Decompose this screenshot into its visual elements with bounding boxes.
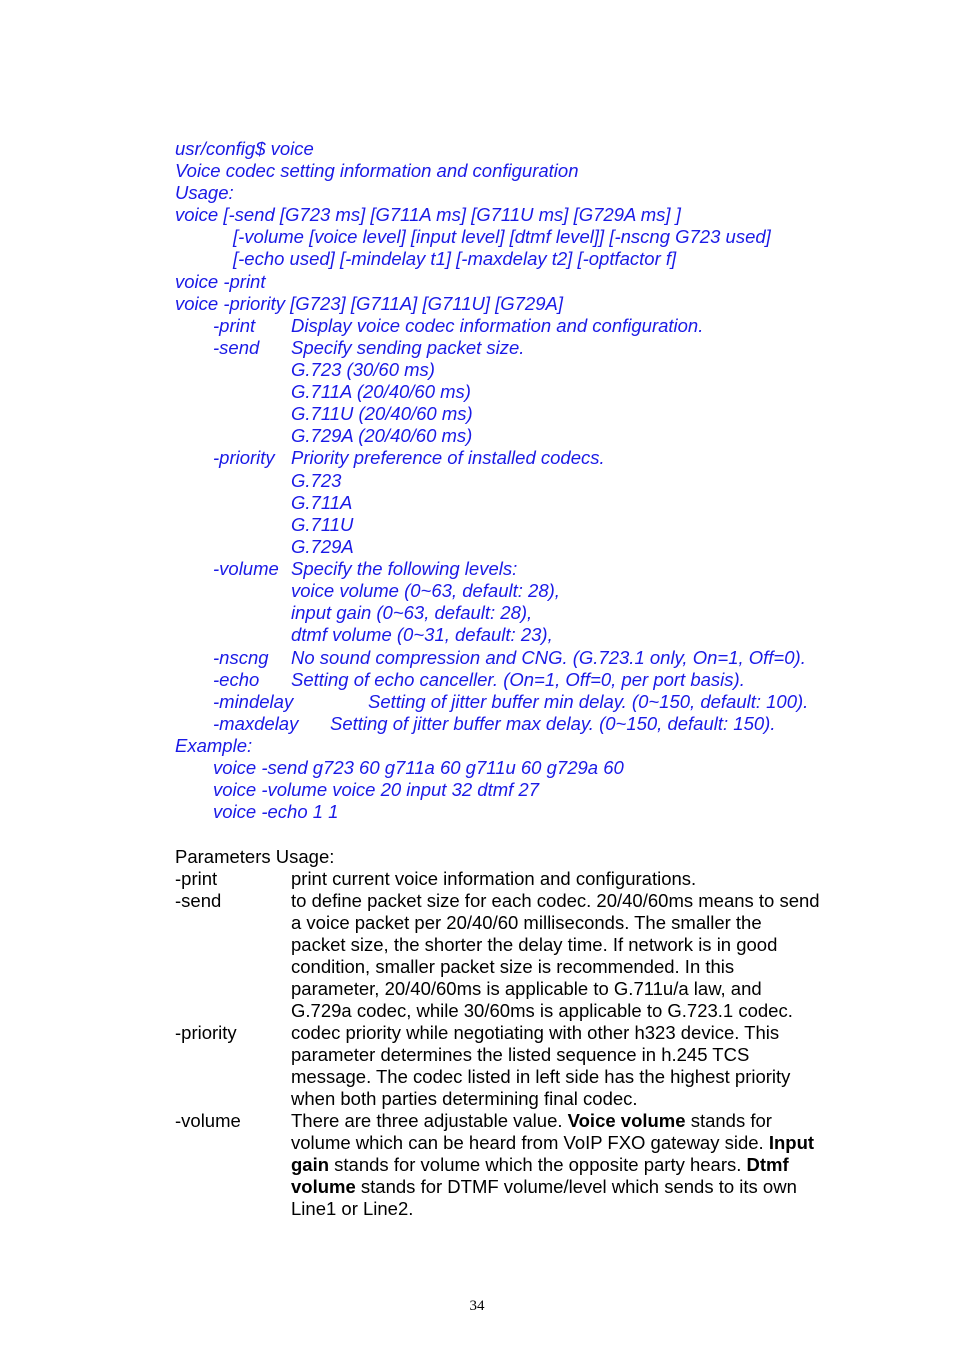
text-span: condition, smaller packet size is recommended. In this (291, 956, 735, 977)
cli-option-desc: No sound compression and CNG. (G.723.1 only, On=1, Off=0). (291, 647, 806, 668)
text-span: stands for (685, 1110, 772, 1131)
example-line: voice -volume voice 20 input 32 dtmf 27 (213, 779, 539, 800)
param-desc-line (291, 1022, 779, 1044)
bold-term: volume (291, 1176, 356, 1197)
text-span: codec priority while negotiating with other h323 device. This (291, 1022, 780, 1043)
text-span: stands for volume which the opposite party hears. (329, 1154, 747, 1175)
text-span: message. The codec listed in left side has the highest priority (291, 1066, 791, 1087)
example-line: voice -send g723 60 g711a 60 g711u 60 g729a 60 (213, 757, 624, 778)
text-span: parameter determines the listed sequence in h.245 TCS (291, 1044, 750, 1065)
bold-term: Input (768, 1132, 815, 1153)
param-name: -priority (175, 1022, 237, 1043)
cli-option-name: -volume (213, 558, 279, 579)
cli-line: usr/config$ voice (175, 138, 314, 159)
param-desc-line (291, 978, 762, 1000)
example-label: Example: (175, 735, 253, 756)
text-span: packet size, the shorter the delay time. If network is in good (291, 934, 778, 955)
cli-option-desc: G.711A (291, 492, 353, 513)
param-desc-line (291, 1066, 790, 1088)
cli-option-desc: Specify sending packet size. (291, 337, 525, 358)
text-span: stands for DTMF volume/level which sends to its own (355, 1176, 797, 1197)
cli-option-name: -priority (213, 447, 275, 468)
cli-option-desc: Setting of echo canceller. (On=1, Off=0, per port basis). (291, 669, 745, 690)
cli-option-name: -mindelay (213, 691, 294, 712)
param-desc-line (291, 1088, 638, 1110)
text-span: Line1 or Line2. (291, 1198, 414, 1219)
cli-option-desc: G.723 (30/60 ms) (291, 359, 435, 380)
bold-term: gain (291, 1154, 330, 1175)
bold-term: Dtmf (746, 1154, 789, 1175)
cli-option-desc: input gain (0~63, default: 28), (291, 602, 533, 623)
cli-option-desc: Specify the following levels: (291, 558, 518, 579)
cli-option-desc: Display voice codec information and configuration. (291, 315, 704, 336)
param-desc-line (291, 868, 696, 890)
text-span: print current voice information and configurations. (291, 868, 697, 889)
cli-option-desc: G.711U (20/40/60 ms) (291, 403, 473, 424)
cli-line: voice -priority [G723] [G711A] [G711U] [G729A] (175, 293, 563, 314)
cli-line: Voice codec setting information and configuration (175, 160, 579, 181)
cli-option-desc: Setting of jitter buffer max delay. (0~150, default: 150). (330, 713, 776, 734)
param-desc-line (291, 1132, 814, 1154)
bold-term: Voice volume (567, 1110, 686, 1131)
param-desc-line (291, 956, 734, 978)
text-span: G.729a codec, while 30/60ms is applicable to G.723.1 codec. (291, 1000, 793, 1021)
cli-line: Usage: (175, 182, 234, 203)
cli-line: voice -print (175, 271, 266, 292)
param-desc-line (291, 1176, 797, 1198)
param-name: -send (175, 890, 222, 911)
text-span: parameter, 20/40/60ms is applicable to G.711u/a law, and (291, 978, 762, 999)
param-desc-line (291, 1110, 772, 1132)
cli-option-desc: G.729A (20/40/60 ms) (291, 425, 473, 446)
param-desc-line (291, 1044, 749, 1066)
cli-option-desc: G.711U (291, 514, 354, 535)
cli-option-name: -nscng (213, 647, 269, 668)
param-desc-line (291, 912, 762, 934)
param-desc-line (291, 934, 777, 956)
cli-line: [-volume [voice level] [input level] [dtmf level]] [-nscng G723 used] (233, 226, 771, 247)
cli-option-desc: G.711A (20/40/60 ms) (291, 381, 471, 402)
text-span: There are three adjustable value. (291, 1110, 568, 1131)
cli-line: voice [-send [G723 ms] [G711A ms] [G711U ms] [G729A ms] ] (175, 204, 681, 225)
cli-option-desc: dtmf volume (0~31, default: 23), (291, 624, 553, 645)
cli-option-desc: G.729A (291, 536, 354, 557)
param-desc-line (291, 890, 820, 912)
text-span: when both parties determining final codec. (291, 1088, 638, 1109)
params-heading: Parameters Usage: (175, 846, 335, 867)
text-span: to define packet size for each codec. 20/40/60ms means to send (291, 890, 820, 911)
param-name: -print (175, 868, 218, 889)
cli-option-name: -print (213, 315, 256, 336)
param-desc-line (291, 1154, 789, 1176)
text-span: volume which can be heard from VoIP FXO gateway side. (291, 1132, 769, 1153)
cli-option-desc: G.723 (291, 470, 342, 491)
cli-line: [-echo used] [-mindelay t1] [-maxdelay t2] [-optfactor f] (233, 248, 677, 269)
example-line: voice -echo 1 1 (213, 801, 339, 822)
cli-option-desc: Priority preference of installed codecs. (291, 447, 605, 468)
param-desc-line (291, 1000, 793, 1022)
param-name: -volume (175, 1110, 241, 1131)
cli-option-desc: Setting of jitter buffer min delay. (0~150, default: 100). (368, 691, 809, 712)
param-desc-line (291, 1198, 413, 1220)
page-number: 34 (469, 1298, 485, 1314)
text-span: a voice packet per 20/40/60 milliseconds. The smaller the (291, 912, 762, 933)
cli-option-name: -echo (213, 669, 260, 690)
cli-option-desc: voice volume (0~63, default: 28), (291, 580, 560, 601)
cli-option-name: -maxdelay (213, 713, 299, 734)
cli-option-name: -send (213, 337, 260, 358)
